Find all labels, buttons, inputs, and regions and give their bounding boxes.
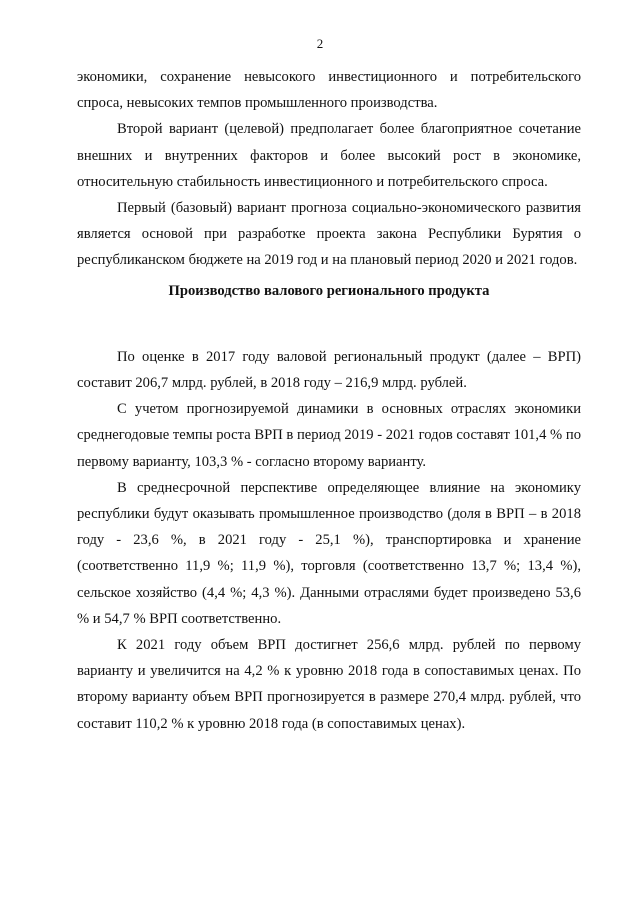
paragraph-sector-shares: В среднесрочной перспективе определяющее влияние на экономику республики будут оказывать промышленное производство (доля в ВРП – в 2018 году - 23,6 %, в 2021 году - 25,1 %), транспортировка и хранение (соответственно 11,9 %; 11,9 %), торговля (соответственно 13,7 %; 13,4 %), сельское хозяйство (4,4 %; 4,3 %). Данными отраслями будет произведено 53,6 % и 54,7 % ВРП соответственно. [77,479,581,627]
page-number: 2 [316,36,324,51]
paragraph-grp-2021: К 2021 году объем ВРП достигнет 256,6 млрд. рублей по первому варианту и увеличится на 4,2 % к уровню 2018 года в сопоставимых ценах. По второму варианту объем ВРП прогнозируется в размере 270,4 млрд. рублей, что составит 110,2 % к уровню 2018 года (в сопоставимых ценах). [77,637,581,732]
paragraph-first-variant: Первый (базовый) вариант прогноза социально-экономического развития является основой при разработке проекта закона Республики Бурятия о республиканском бюджете на 2019 год и на плановый период 2020 и 2021 годов. [77,200,581,269]
paragraph-second-variant: Второй вариант (целевой) предполагает более благоприятное сочетание внешних и внутренних факторов и более высокий рост в экономике, относительную стабильность инвестиционного и потребительского спроса. [77,121,581,190]
paragraph-growth-rates: С учетом прогнозируемой динамики в основных отраслях экономики среднегодовые темпы роста ВРП в период 2019 - 2021 годов составят 101,4 % по первому варианту, 103,3 % - согласно второму варианту. [77,401,581,470]
paragraph-continuation: экономики, сохранение невысокого инвестиционного и потребительского спроса, невысоких темпов промышленного производства. [77,69,581,112]
section-heading: Производство валового регионального продукта [168,282,490,299]
document-body [77,64,581,737]
paragraph-grp-estimate: По оценке в 2017 году валовой региональный продукт (далее – ВРП) составит 206,7 млрд. рублей, в 2018 году – 216,9 млрд. рублей. [77,348,581,392]
